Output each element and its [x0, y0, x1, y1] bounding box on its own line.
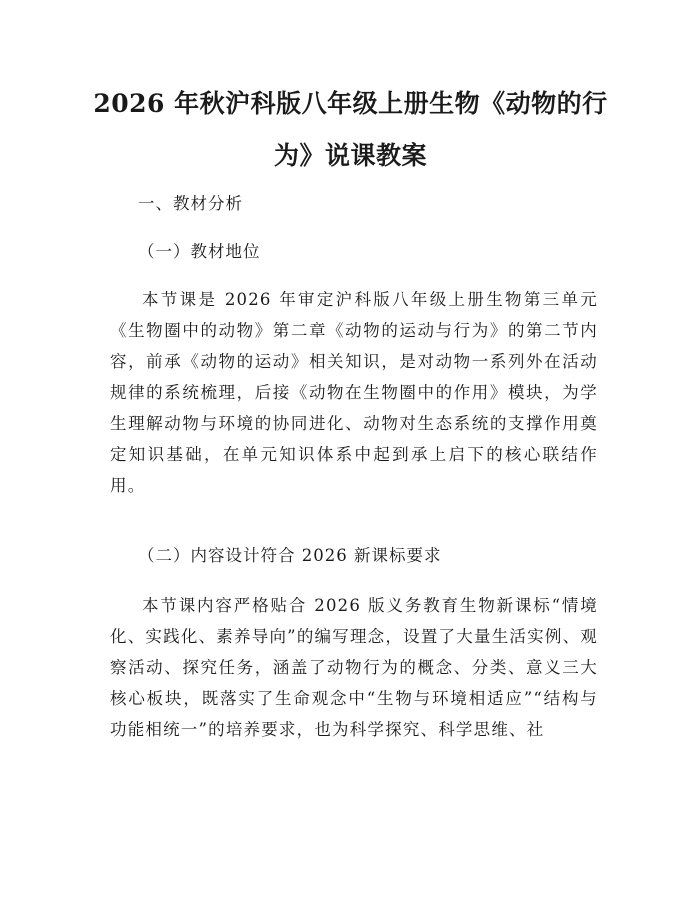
subsection-heading-curriculum-standards: （二）内容设计符合 2026 新课标要求 — [138, 546, 442, 565]
paragraph-curriculum-standards: 本节课内容严格贴合 2026 版义务教育生物新课标“情境化、实践化、素养导向”的编写理念，设置了大量生活实例、观察活动、探究任务，涵盖了动物行为的概念、分类、意义三大核心板块，既落实了生命观念中“生物与环境相适应”“结构与功能相统一”的培养要求，也为科学探究、科学思维、社 — [110, 596, 598, 739]
subsection-heading-material-position: （一）教材地位 — [138, 242, 261, 261]
section-heading-teaching-material-analysis: 一、教材分析 — [138, 194, 243, 213]
paragraph-material-position: 本节课是 2026 年审定沪科版八年级上册生物第三单元《生物圈中的动物》第二章《动物的运动与行为》的第二节内容，前承《动物的运动》相关知识，是对动物一系列外在活动规律的系统梳理，后接《动物在生物圈中的作用》模块，为学生理解动物与环境的协同进化、动物对生态系统的支撑作用奠定知识基础，在单元知识体系中起到承上启下的核心联结作用。 — [110, 290, 598, 495]
document-title: 2026 年秋沪科版八年级上册生物《动物的行为》说课教案 — [93, 89, 608, 170]
